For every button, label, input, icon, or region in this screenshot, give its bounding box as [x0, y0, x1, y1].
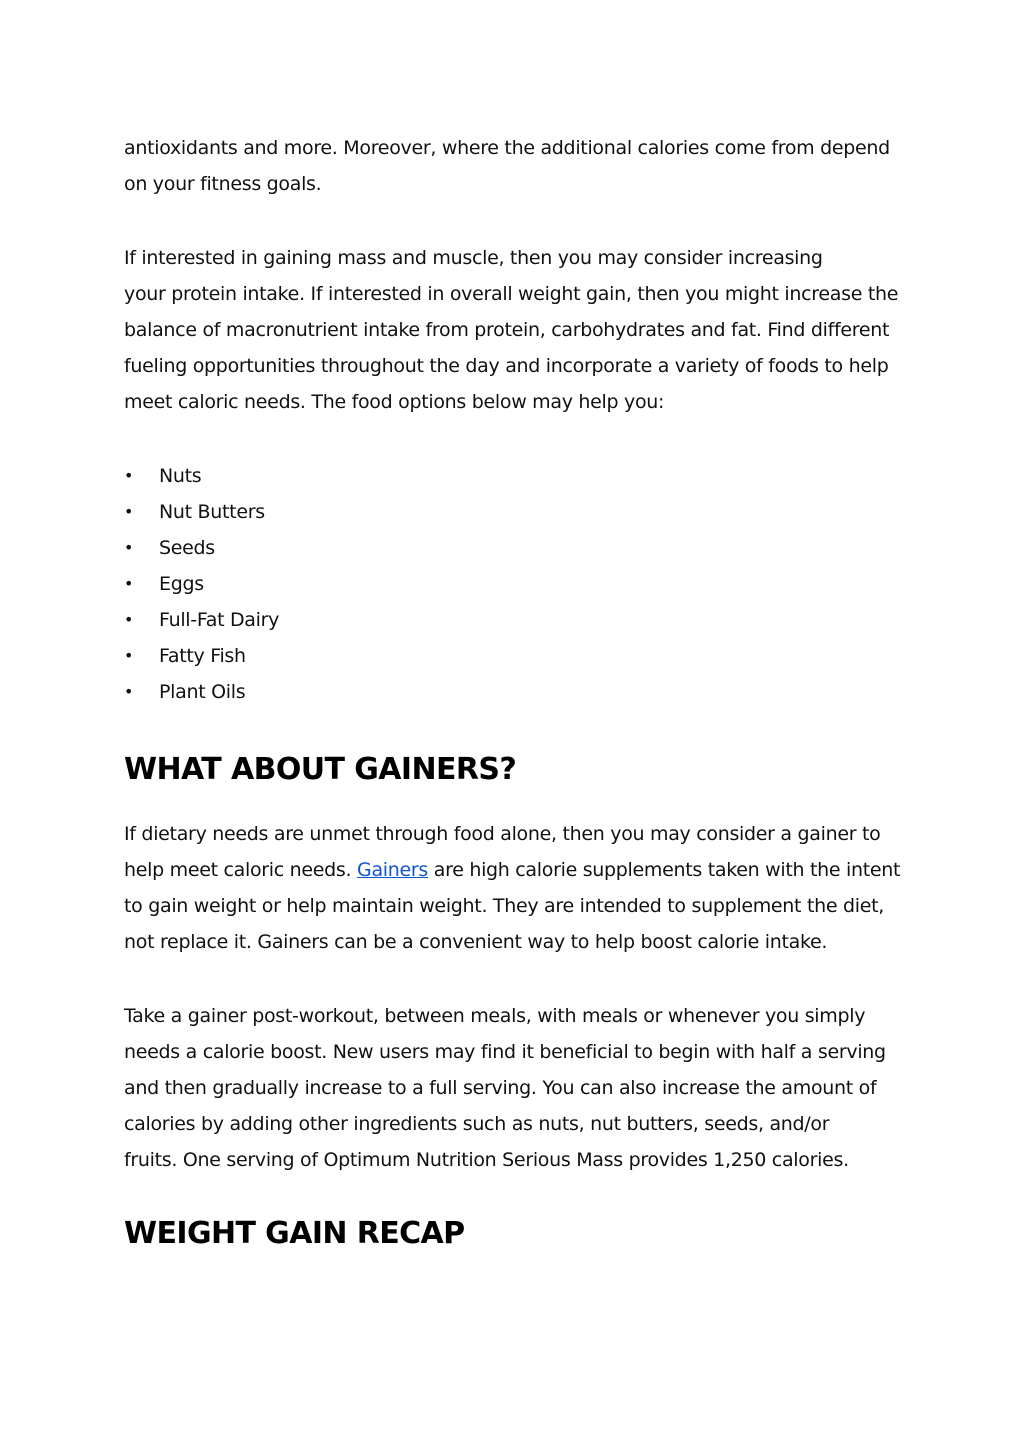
paragraph-spacer — [124, 420, 914, 458]
food-options-list — [124, 458, 914, 710]
paragraph-spacer — [124, 202, 914, 240]
text-line: If dietary needs are unmet through food alone, then you may consider a gainer to — [124, 823, 881, 845]
text-line: your protein intake. If interested in overall weight gain, then you might increase the — [124, 283, 899, 305]
text-line: Take a gainer post-workout, between meals, with meals or whenever you simply — [124, 1005, 866, 1027]
list-item-label: Nut Butters — [159, 501, 265, 523]
list-item — [124, 638, 914, 674]
list-item-label: Full-Fat Dairy — [159, 609, 280, 631]
list-item — [124, 494, 914, 530]
heading-spacer — [124, 790, 914, 816]
list-item — [124, 674, 914, 710]
bullet-icon: • — [124, 646, 134, 665]
list-item — [124, 602, 914, 638]
bullet-icon: • — [124, 502, 134, 521]
list-item-label: Nuts — [159, 465, 202, 487]
list-item — [124, 566, 914, 602]
heading-spacer — [124, 710, 914, 750]
text-line: calories by adding other ingredients such as nuts, nut butters, seeds, and/or — [124, 1113, 830, 1135]
macronutrient-paragraph — [124, 240, 914, 420]
gainers-heading: WHAT ABOUT GAINERS? — [124, 752, 517, 787]
text-line: not replace it. Gainers can be a convenient way to help boost calorie intake. — [124, 931, 828, 953]
gainers-intro-paragraph — [124, 816, 914, 960]
list-item — [124, 530, 914, 566]
list-item-label: Plant Oils — [159, 681, 246, 703]
text-line: meet caloric needs. The food options below may help you: — [124, 391, 665, 413]
gainers-link[interactable]: Gainers — [357, 859, 429, 881]
text-line: fueling opportunities throughout the day and incorporate a variety of foods to help — [124, 355, 889, 377]
text-line: antioxidants and more. Moreover, where the additional calories come from depend — [124, 137, 890, 159]
text-segment: help meet caloric needs. — [124, 859, 358, 881]
text-line: needs a calorie boost. New users may find it beneficial to begin with half a serving — [124, 1041, 886, 1063]
text-line: balance of macronutrient intake from protein, carbohydrates and fat. Find different — [124, 319, 890, 341]
heading-spacer — [124, 1178, 914, 1214]
bullet-icon: • — [124, 574, 134, 593]
gainers-usage-paragraph — [124, 998, 914, 1178]
list-item-label: Eggs — [159, 573, 204, 595]
text-line — [124, 852, 914, 888]
list-item — [124, 458, 914, 494]
bullet-icon: • — [124, 610, 134, 629]
text-line: fruits. One serving of Optimum Nutrition Serious Mass provides 1,250 calories. — [124, 1149, 849, 1171]
recap-heading: WEIGHT GAIN RECAP — [124, 1216, 465, 1251]
list-item-label: Fatty Fish — [159, 645, 246, 667]
intro-paragraph — [124, 130, 914, 202]
list-item-label: Seeds — [159, 537, 215, 559]
text-line: and then gradually increase to a full serving. You can also increase the amount of — [124, 1077, 877, 1099]
text-segment: are high calorie supplements taken with the intent — [428, 859, 901, 881]
bullet-icon: • — [124, 466, 134, 485]
text-line: on your fitness goals. — [124, 173, 322, 195]
bullet-icon: • — [124, 538, 134, 557]
paragraph-spacer — [124, 960, 914, 998]
bullet-icon: • — [124, 682, 134, 701]
text-line: to gain weight or help maintain weight. They are intended to supplement the diet, — [124, 895, 884, 917]
text-line: If interested in gaining mass and muscle, then you may consider increasing — [124, 247, 823, 269]
document-page — [124, 130, 914, 1254]
